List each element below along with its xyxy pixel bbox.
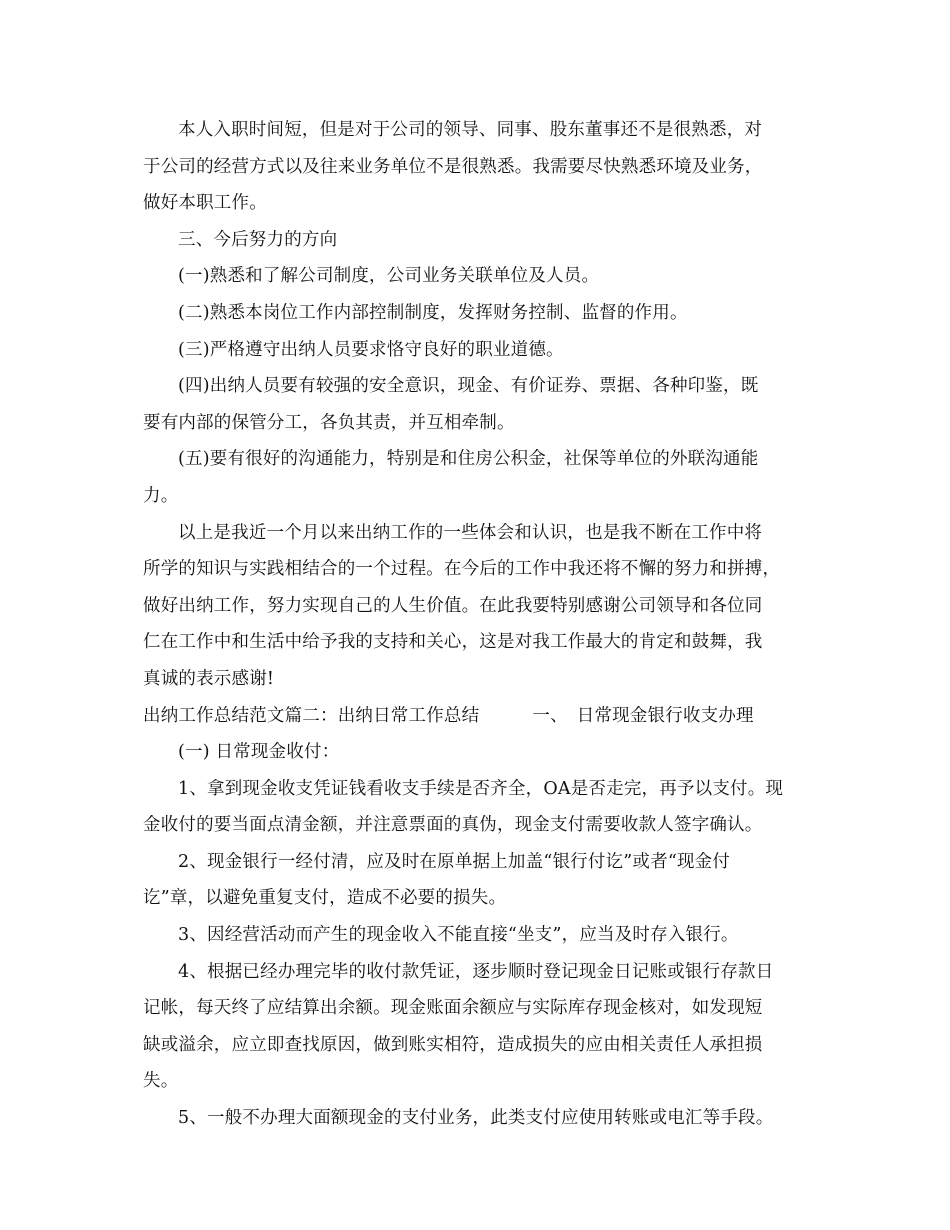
list-item-1 [143, 258, 813, 295]
list-item-2 [143, 295, 813, 332]
paragraph-conclusion [143, 515, 813, 698]
text-line: 3、因经营活动而产生的现金收入不能直接“坐支”，应当及时存入银行。 [178, 925, 739, 946]
text-line: 出纳工作总结范文篇二：出纳日常工作总结 一、 日常现金银行收支办理 [143, 705, 754, 726]
text-line: 本人入职时间短，但是对于公司的领导、同事、股东董事还不是很熟悉，对 [178, 120, 763, 140]
text-line: 三、今后努力的方向 [178, 229, 338, 250]
paragraph-familiarity [143, 112, 813, 222]
document-body [143, 112, 813, 1137]
text-line: (五)要有很好的沟通能力，特别是和住房公积金，社保等单位的外联沟通能 [178, 449, 759, 470]
text-line: 要有内部的保管分工，各负其责，并互相牵制。 [143, 412, 515, 433]
text-line: 做好出纳工作，努力实现自己的人生价值。在此我要特别感谢公司领导和各位同 [143, 595, 763, 616]
text-line: 以上是我近一个月以来出纳工作的一些体会和认识，也是我不断在工作中将 [178, 522, 763, 543]
text-line: 5、一般不办理大面额现金的支付业务，此类支付应使用转账或电汇等手段。 [178, 1108, 774, 1129]
text-line: 所学的知识与实践相结合的一个过程。在今后的工作中我还将不懈的努力和拼搏， [143, 559, 781, 580]
text-line: 4、根据已经办理完毕的收付款凭证，逐步顺时登记现金日记账或银行存款日 [178, 961, 774, 982]
text-line: 真诚的表示感谢! [143, 668, 275, 689]
cash-item-4 [143, 954, 813, 1100]
cash-item-2 [143, 844, 813, 917]
list-item-4 [143, 368, 813, 441]
text-line: 力。 [143, 485, 179, 506]
text-line: (四)出纳人员要有较强的安全意识，现金、有价证券、票据、各种印鉴，既 [178, 376, 759, 397]
cash-item-5 [143, 1100, 813, 1137]
text-line: (三)严格遵守出纳人员要求恪守良好的职业道德。 [178, 339, 564, 360]
subheading-daily-cash [143, 734, 813, 771]
text-line: 于公司的经营方式以及往来业务单位不是很熟悉。我需要尽快熟悉环境及业务， [143, 156, 763, 177]
section-heading-future-direction [143, 222, 813, 259]
text-line: 失。 [143, 1071, 179, 1092]
text-line: 记帐，每天终了应结算出余额。现金账面余额应与实际库存现金核对，如发现短 [143, 998, 763, 1019]
cash-item-1 [143, 771, 813, 844]
text-line: 做好本职工作。 [143, 193, 267, 214]
text-line: 金收付的要当面点清金额，并注意票面的真伪，现金支付需要收款人签字确认。 [143, 815, 763, 836]
list-item-5 [143, 441, 813, 514]
text-line: (一) 日常现金收付： [178, 742, 340, 763]
cash-item-3 [143, 917, 813, 954]
text-line: 仁在工作中和生活中给予我的支持和关心，这是对我工作最大的肯定和鼓舞，我 [143, 632, 763, 653]
list-item-3 [143, 332, 813, 369]
text-line: 1、拿到现金收支凭证钱看收支手续是否齐全，OA是否走完，再予以支付。现 [178, 778, 784, 799]
text-line: 讫”章，以避免重复支付，造成不必要的损失。 [143, 888, 507, 909]
text-line: 2、现金银行一经付清，应及时在原单据上加盖“银行付讫”或者“现金付 [178, 851, 731, 872]
article-two-heading [143, 698, 813, 735]
text-line: (一)熟悉和了解公司制度，公司业务关联单位及人员。 [178, 266, 600, 287]
text-line: 缺或溢余，应立即查找原因，做到账实相符，造成损失的应由相关责任人承担损 [143, 1034, 763, 1055]
text-line: (二)熟悉本岗位工作内部控制制度，发挥财务控制、监督的作用。 [178, 302, 688, 323]
